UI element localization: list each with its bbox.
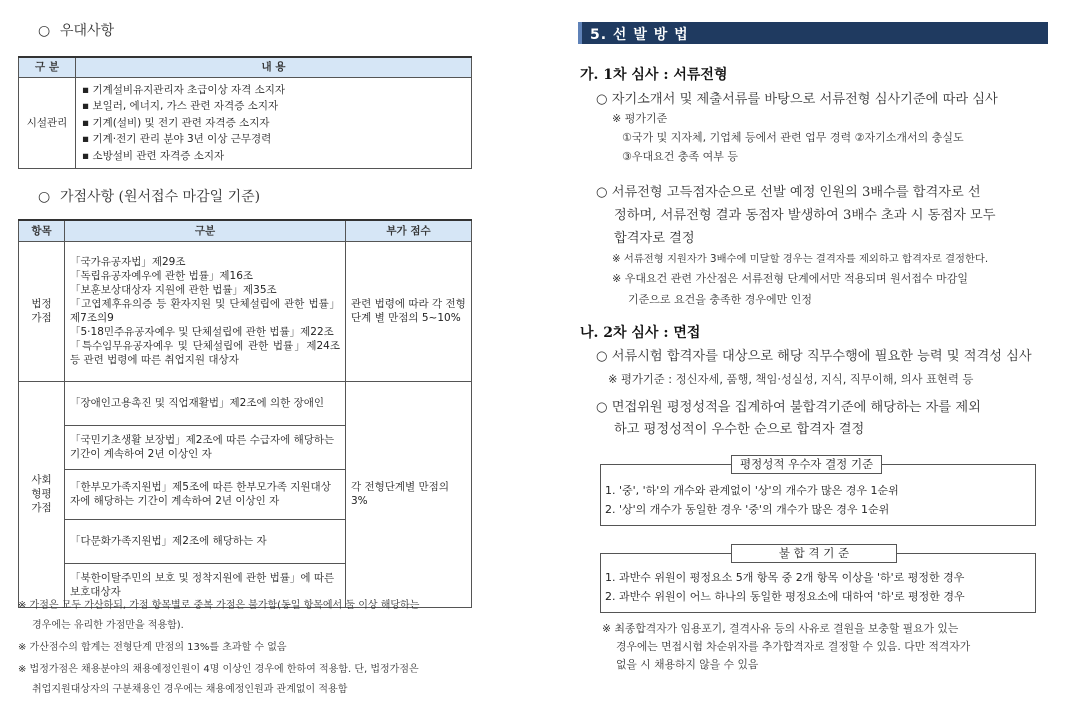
pref-item: ▪ 기계(설비) 및 전기 관련 자격증 소지자: [82, 116, 270, 129]
social-bonus-row: 「장애인고용촉진 및 직업재활법」제2조에 의한 장애인: [65, 381, 346, 425]
step1-note: ※ 서류전형 지원자가 3배수에 미달할 경우는 결격자를 제외하고 합격자로 결정한다.: [612, 253, 989, 265]
social-bonus-row: 「북한이탈주민의 보호 및 정착지원에 관한 법률」에 따른 보호대상자: [65, 563, 346, 607]
step2-paragraph: 하고 평정성적이 우수한 순으로 합격자 결정: [614, 422, 865, 437]
step1-criteria-line: ③우대요건 충족 여부 등: [622, 150, 738, 163]
step2-criteria: ※ 평가기준 : 정신자세, 품행, 책임·성실성, 지식, 직무이해, 의사 표현력 등: [608, 373, 974, 386]
social-bonus-row: 「다문화가족지원법」제2조에 해당하는 자: [65, 519, 346, 563]
pref-header-category: 구 분: [19, 57, 76, 77]
bonus-table: [18, 219, 472, 608]
pref-item: ▪ 기계·전기 관리 분야 3년 이상 근무경력: [82, 133, 272, 145]
bonus-note: ※ 가산점수의 합계는 전형단계 만점의 13%를 초과할 수 없음: [18, 642, 287, 653]
box-line: 1. 과반수 위원이 평정요소 5개 항목 중 2개 항목 이상을 '하'로 평정한 경우: [605, 571, 965, 584]
section-header: 5. 선 발 방 법: [578, 22, 1048, 44]
final-note: 없을 시 채용하지 않을 수 있음: [616, 658, 759, 671]
legal-bonus-text: 「국가유공자법」제29조 「독립유공자예우에 관한 법률」제16조 「보훈보상대상자 지원에 관한 법률」제35조 「고엽제후유의증 등 환자지원 및 단체설립에 관한 법률」제7조의9 「5·18민주유공자예우 및 단체설립에 관한 법률」제22조 「특수임무유공자예우 및 단체설립에 관한 법률」제24조 등 관련 법령에 따른 취업지원 대상자: [65, 241, 346, 381]
step1-note: ※ 우대요건 관련 가산점은 서류전형 단계에서만 적용되며 원서접수 마감일: [612, 272, 968, 285]
step1-criteria-label: ※ 평가기준: [612, 112, 668, 125]
step2-heading: 나. 2차 심사 : 면접: [580, 325, 701, 341]
social-bonus-row: 「국민기초생활 보장법」제2조에 따른 수급자에 해당하는 기간이 계속하여 2년 이상인 자: [65, 425, 346, 469]
step1-paragraph: ○ 자기소개서 및 제출서류를 바탕으로 서류전형 심사기준에 따라 심사: [596, 92, 998, 107]
step1-paragraph: ○ 서류전형 고득점자순으로 선발 예정 인원의 3배수를 합격자로 선: [596, 185, 981, 200]
preference-title: ○ 우대사항: [38, 23, 115, 39]
legal-bonus-score: 관련 법령에 따라 각 전형단계 별 만점의 5~10%: [346, 241, 472, 381]
fail-criteria-box: [600, 546, 1036, 613]
step1-heading: 가. 1차 심사 : 서류전형: [580, 67, 728, 83]
preference-table: [18, 56, 472, 169]
legal-bonus-category: 법정 가점: [19, 241, 65, 381]
excellence-criteria-title: 평정성적 우수자 결정 기준: [731, 455, 882, 474]
bonus-title: ○ 가점사항 (원서접수 마감일 기준): [38, 189, 261, 205]
bonus-note: ※ 법정가점은 채용분야의 채용예정인원이 4명 이상인 경우에 한하여 적용함. 단, 법정가점은: [18, 664, 419, 675]
bonus-note: 경우에는 유리한 가점만을 적용함).: [32, 620, 184, 631]
fail-criteria-title: 불 합 격 기 준: [731, 544, 897, 563]
final-note: 경우에는 면접시험 차순위자를 추가합격자로 결정할 수 있음. 다만 적격자가: [616, 640, 971, 653]
circle-bullet-icon: ○: [38, 189, 51, 205]
pref-category: 시설관리: [19, 77, 76, 169]
social-bonus-row: 「한부모가족지원법」제5조에 따른 한부모가족 지원대상자에 해당하는 기간이 계속하여 2년 이상인 자: [65, 469, 346, 519]
social-bonus-score: 각 전형단계별 만점의 3%: [346, 381, 472, 607]
pref-item: ▪ 기계설비유지관리자 초급이상 자격 소지자: [82, 83, 286, 96]
pref-item: ▪ 소방설비 관련 자격증 소지자: [82, 149, 225, 162]
bonus-note: 취업지원대상자의 구분채용인 경우에는 채용예정인원과 관계없이 적용함: [32, 684, 348, 695]
box-line: 2. 과반수 위원이 어느 하나의 동일한 평정요소에 대하여 '하'로 평정한 경우: [605, 590, 965, 603]
bonus-header-item: 항목: [19, 220, 65, 241]
box-line: 1. '중', '하'의 개수와 관계없이 '상'의 개수가 많은 경우 1순위: [605, 484, 899, 497]
pref-content: [76, 77, 472, 169]
bonus-header-category: 구분: [65, 220, 346, 241]
step1-paragraph: 정하며, 서류전형 결과 동점자 발생하여 3배수 초과 시 동점자 모두: [614, 208, 996, 223]
circle-bullet-icon: ○: [38, 23, 51, 39]
step2-paragraph: ○ 면접위원 평정성적을 집계하여 불합격기준에 해당하는 자를 제외: [596, 400, 981, 415]
box-line: 2. '상'의 개수가 동일한 경우 '중'의 개수가 많은 경우 1순위: [605, 503, 890, 516]
step1-note: 기준으로 요건을 충족한 경우에만 인정: [628, 293, 813, 306]
step2-paragraph: ○ 서류시험 합격자를 대상으로 해당 직무수행에 필요한 능력 및 적격성 심사: [596, 349, 1032, 364]
pref-header-content: 내 용: [76, 57, 472, 77]
social-bonus-category: 사회 형평 가점: [19, 381, 65, 607]
bonus-header-score: 부가 점수: [346, 220, 472, 241]
step1-criteria-line: ①국가 및 지자체, 기업체 등에서 관련 업무 경력 ②자기소개서의 충실도: [622, 131, 964, 144]
excellence-criteria-box: [600, 457, 1036, 526]
bonus-note: ※ 가점은 모두 가산하되, 가점 항목별로 중복 가점은 불가함(동일 항목에서 둘 이상 해당하는: [18, 600, 420, 611]
step1-paragraph: 합격자로 결정: [614, 231, 695, 246]
pref-item: ▪ 보일러, 에너지, 가스 관련 자격증 소지자: [82, 100, 279, 112]
final-note: ※ 최종합격자가 임용포기, 결격사유 등의 사유로 결원을 보충할 필요가 있는: [602, 622, 959, 635]
